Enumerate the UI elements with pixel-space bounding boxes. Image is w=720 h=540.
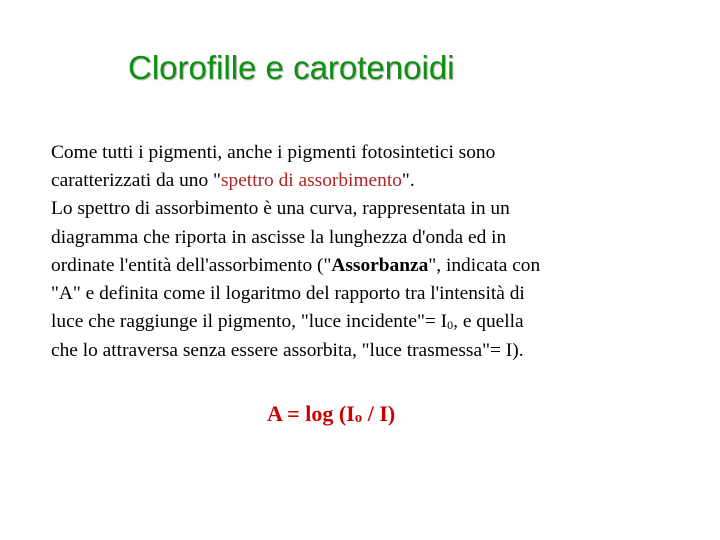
formula-subscript: o xyxy=(354,410,363,426)
text-fragment: ". xyxy=(401,170,415,192)
absorbance-formula xyxy=(267,396,395,435)
text-line xyxy=(51,167,691,195)
subscript: 0 xyxy=(447,318,454,333)
text-line: "A" e definita come il logaritmo del rapporto tra l'intensità di xyxy=(51,283,525,305)
text-fragment: caratterizzati da uno " xyxy=(51,170,221,192)
text-line: che lo attraversa senza essere assorbita, "luce trasmessa"= I). xyxy=(51,340,524,362)
body-paragraph xyxy=(51,139,691,366)
text-fragment: luce che raggiunge il pigmento, "luce incidente"= I xyxy=(51,311,448,333)
text-fragment: , e quella xyxy=(453,311,524,333)
formula-part: / I) xyxy=(362,401,396,426)
text-line xyxy=(51,252,691,280)
formula-part: A = log (I xyxy=(267,401,355,426)
text-line: diagramma che riporta in ascisse la lunghezza d'onda ed in xyxy=(51,226,507,248)
text-line: Come tutti i pigmenti, anche i pigmenti fotosintetici sono xyxy=(51,142,496,163)
highlight-term: spettro di assorbimento xyxy=(220,170,402,192)
text-line xyxy=(51,308,691,337)
slide-title: Clorofille e carotenoidi xyxy=(128,49,455,86)
text-fragment: ", indicata con xyxy=(428,254,541,276)
text-fragment: ordinate l'entità dell'assorbimento (" xyxy=(51,254,332,276)
text-line: Lo spettro di assorbimento è una curva, rappresentata in un xyxy=(51,198,510,220)
bold-term: Assorbanza xyxy=(331,254,429,276)
